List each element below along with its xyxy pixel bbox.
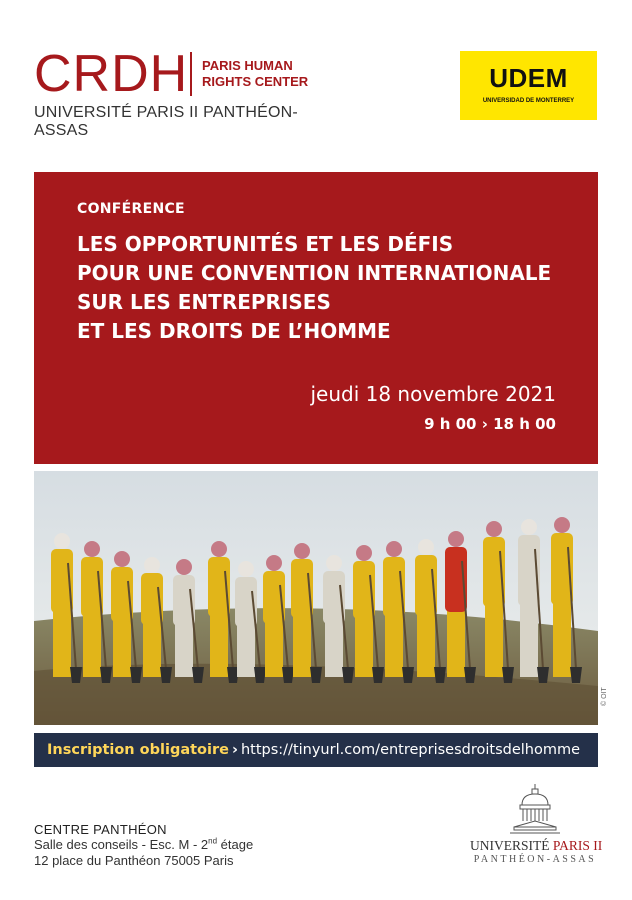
conference-banner bbox=[34, 172, 598, 464]
conference-title-line: SUR LES ENTREPRISES bbox=[77, 290, 331, 314]
pantheon-dome-icon bbox=[508, 783, 562, 835]
crdh-sub-line-1: PARIS HUMAN bbox=[202, 58, 293, 73]
venue-info bbox=[34, 822, 253, 869]
crdh-logo-divider bbox=[190, 52, 192, 96]
crdh-logo-mark: CRDH bbox=[34, 45, 189, 103]
conference-hours: 9 h 00 › 18 h 00 bbox=[424, 415, 556, 433]
workers-photo-illustration bbox=[34, 471, 598, 725]
crdh-sub-line-2: RIGHTS CENTER bbox=[202, 74, 309, 89]
venue-address: 12 place du Panthéon 75005 Paris bbox=[34, 853, 234, 868]
conference-title-line: ET LES DROITS DE L’HOMME bbox=[77, 319, 391, 343]
venue-title: CENTRE PANTHÉON bbox=[34, 822, 167, 837]
udem-logo-mark: UDEM bbox=[489, 63, 568, 93]
paris2-name bbox=[470, 838, 603, 854]
conference-title bbox=[77, 230, 577, 346]
paris2-logo bbox=[470, 783, 603, 873]
paris2-name-prefix: UNIVERSITÉ bbox=[470, 838, 553, 853]
crdh-university-name: UNIVERSITÉ PARIS II PANTHÉON-ASSAS bbox=[34, 104, 298, 139]
udem-logo bbox=[460, 51, 597, 120]
paris2-name-accent: PARIS II bbox=[552, 838, 603, 853]
venue-room bbox=[34, 837, 253, 853]
conference-title-line: POUR UNE CONVENTION INTERNATIONALE bbox=[77, 261, 552, 285]
registration-link[interactable]: https://tinyurl.com/entreprisesdroitsdelhomme bbox=[240, 742, 581, 758]
udem-logo-subtitle: UNIVERSIDAD DE MONTERREY bbox=[482, 98, 575, 104]
crdh-logo-subtitle bbox=[202, 58, 308, 90]
venue-room-text: Salle des conseils - Esc. M - 2 bbox=[34, 837, 209, 852]
chevron-right-icon: › bbox=[231, 742, 238, 758]
crdh-logo bbox=[34, 45, 324, 139]
venue-room-ordinal: nd bbox=[208, 836, 218, 846]
conference-label: CONFÉRENCE bbox=[77, 201, 185, 217]
registration-content bbox=[47, 733, 580, 767]
registration-label: Inscription obligatoire bbox=[47, 742, 229, 758]
photo-credit: © OIT bbox=[601, 687, 608, 706]
conference-date: jeudi 18 novembre 2021 bbox=[310, 382, 556, 406]
venue-room-floor: étage bbox=[217, 837, 254, 852]
paris2-subtitle: PANTHÉON-ASSAS bbox=[473, 854, 597, 865]
conference-title-line: LES OPPORTUNITÉS ET LES DÉFIS bbox=[77, 232, 454, 256]
workers-photo bbox=[34, 471, 598, 725]
registration-bar bbox=[34, 733, 598, 767]
